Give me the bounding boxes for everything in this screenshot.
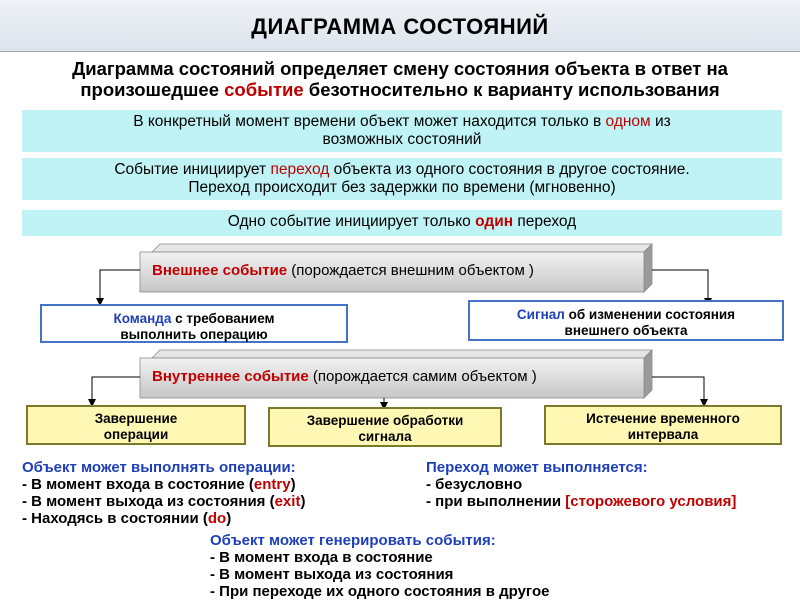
arrow-to-command [100,270,140,302]
transition-note-line-2 [426,493,736,510]
subtitle-highlight: событие [224,79,304,100]
internal-event-desc: (порождается самим объектом ) [308,368,537,385]
signal-processing-box [268,407,502,447]
one-event-text-end: переход [513,213,577,230]
external-event-desc: (порождается внешним объектом ) [287,262,534,279]
command-text: с требованием [171,311,275,326]
operations-exit-text: - В момент выхода из состояния ( [22,493,275,510]
operations-do-text: - Находясь в состоянии ( [22,510,208,527]
operations-entry-close: ) [290,476,296,493]
generate-note-line-2: - В момент выхода из состояния [210,566,454,583]
event-rule-text: Событие инициирует [114,161,271,178]
event-rule-line-2: Переход происходит без задержки по времени (мгновенно) [188,179,616,196]
command-line-2: выполнить операцию [120,327,268,342]
operation-completion-box [26,405,246,445]
operations-note-title: Объект может выполнять операции: [22,459,296,476]
arrow-to-signal [652,270,708,302]
generate-note-line-3: - При переходе их одного состояния в другое [210,583,550,600]
arrow-to-completion [92,377,140,403]
transition-note-title: Переход может выполняется: [426,459,648,476]
subtitle-line-1: Диаграмма состояний определяет смену состояния объекта в ответ на [72,58,728,79]
internal-event-title: Внутреннее событие [152,368,309,385]
generate-note-title: Объект может генерировать события: [210,532,496,549]
operations-note [22,459,305,527]
internal-bar-top [152,350,652,358]
generate-note [210,532,549,600]
page-title: ДИАГРАММА СОСТОЯНИЙ [251,14,549,39]
operations-do-keyword: do [207,510,227,527]
signal-line-1 [470,307,782,323]
timeout-line-2: интервала [627,427,699,442]
external-event-title: Внешнее событие [152,262,288,279]
operations-exit-keyword: exit [274,493,301,510]
command-line-1 [42,311,346,327]
operations-entry-text: - В момент входа в состояние ( [22,476,254,493]
external-event-label [152,262,534,279]
state-rule-text-end: из возможных состояний [322,113,671,148]
signal-processing-line-1: Завершение обработки [306,413,464,428]
signal-text: об изменении состояния [564,307,736,322]
operation-completion-line-1: Завершение [94,411,178,426]
external-bar-side [644,244,652,292]
generate-note-line-1: - В момент входа в состояние [210,549,433,566]
event-rule-text-mid: объекта из одного состояния в другое состояние. [329,161,690,178]
signal-line-2: внешнего объекта [564,323,688,338]
timeout-line-1: Истечение временного [586,411,740,426]
external-bar-top [152,244,652,252]
signal-highlight: Сигнал [516,307,565,322]
operations-do-close: ) [226,510,232,527]
transition-note [426,459,736,510]
signal-box [468,300,784,341]
operations-note-line-2 [22,493,305,510]
transition-note-line-1: - безусловно [426,476,523,493]
event-rule-highlight: переход [270,161,330,178]
internal-bar-side [644,350,652,398]
operations-note-line-1 [22,476,305,493]
subtitle-text: произошедшее [80,79,225,100]
internal-event-label [152,368,537,385]
operations-note-line-3 [22,510,305,527]
subtitle-text-end: безотносительно к варианту использования [303,79,720,100]
command-highlight: Команда [113,311,172,326]
state-rule-text: В конкретный момент времени объект может находится только в [133,113,606,130]
operation-completion-line-2: операции [103,427,169,442]
signal-processing-line-2: сигнала [358,429,412,444]
state-rule-highlight: одном [605,113,651,130]
timeout-box [544,405,782,445]
one-event-highlight: один [475,213,514,230]
operations-entry-keyword: entry [253,476,291,493]
one-event-text: Одно событие инициирует только [227,213,476,230]
arrow-to-timeout [652,377,704,403]
command-box [40,304,348,343]
operations-exit-close: ) [300,493,306,510]
transition-guard-text: - при выполнении [426,493,566,510]
transition-guard-highlight: [сторожевого условия] [565,493,737,510]
